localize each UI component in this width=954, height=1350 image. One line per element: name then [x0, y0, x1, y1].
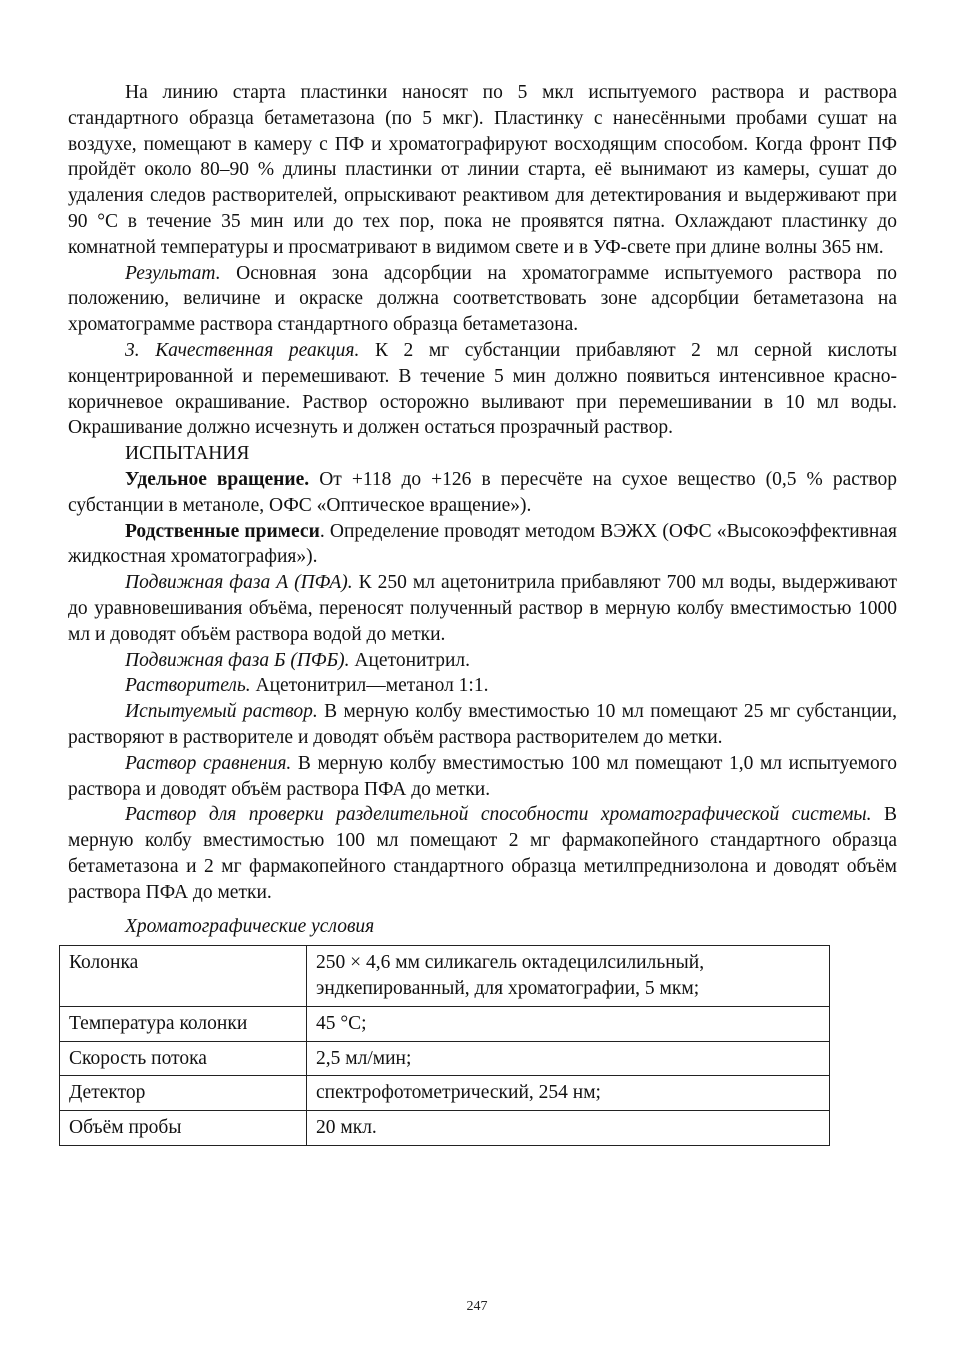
table-row [60, 1111, 830, 1146]
condition-value: 45 °С; [307, 1006, 830, 1041]
solvent-text: Ацетонитрил—метанол 1:1. [250, 675, 489, 697]
test-solution-text: В мерную колбу вместимостью 10 мл помещают 25 мг субстанции, растворяют в растворителе и доводят объём раствора растворителем до метки. [68, 701, 897, 748]
tests-heading: ИСПЫТАНИЯ [125, 443, 250, 465]
paragraph-mobile-phase-b [68, 648, 897, 674]
table-row [60, 1076, 830, 1111]
condition-key: Детектор [60, 1076, 307, 1111]
related-impurities-label: Родственные примеси [125, 520, 320, 542]
mobile-phase-b-text: Ацетонитрил. [349, 649, 470, 671]
paragraph-result [68, 261, 897, 338]
conditions-caption: Хроматографические условия [125, 915, 375, 937]
condition-key: Температура колонки [60, 1006, 307, 1041]
system-suitability-label: Раствор для проверки разделительной способности хроматографической системы. [125, 804, 872, 826]
specific-rotation-text: От +118 до +126 в пересчёте на сухое вещество (0,5 % раствор субстанции в метаноле, ОФС «Оптическое вращение»). [68, 468, 898, 516]
table-row [60, 946, 830, 1007]
table-row [60, 1041, 830, 1076]
condition-key: Скорость потока [60, 1041, 307, 1076]
paragraph-qualitative-reaction [68, 338, 897, 441]
document-page [68, 80, 897, 1146]
qualitative-reaction-text: К 2 мг субстанции прибавляют 2 мл серной кислоты концентрированной и перемешивают. В течение 5 мин должно появиться интенсивное красно-коричневое окрашивание. Раствор осторожно выливают при перемешивании в 10 мл воды. Окрашивание должно исчезнуть и должен остаться прозрачный раствор. [68, 339, 897, 439]
paragraph-system-suitability [68, 802, 897, 905]
system-suitability-text: В мерную колбу вместимостью 100 мл помещают 2 мг фармакопейного стандартного образца бетаметазона и 2 мг фармакопейного стандартного образца метилпреднизолона и доводят объём раствора ПФА до метки. [68, 804, 897, 903]
condition-value: спектрофотометрический, 254 нм; [307, 1076, 830, 1111]
specific-rotation-label: Удельное вращение. [125, 468, 310, 490]
qualitative-reaction-label: 3. Качественная реакция. [125, 339, 360, 361]
paragraph-specific-rotation [68, 467, 897, 519]
reference-solution-label: Раствор сравнения. [125, 752, 292, 774]
reference-solution-text: В мерную колбу вместимостью 100 мл помещают 1,0 мл испытуемого раствора и доводят объём раствора ПФА до метки. [68, 752, 897, 800]
mobile-phase-a-text: К 250 мл ацетонитрила прибавляют 700 мл воды, выдерживают до уравновешивания объёма, переносят полученный раствор в мерную колбу вместимостью 1000 мл и доводят объём раствора водой до метки. [68, 572, 897, 645]
paragraph-solvent [68, 673, 897, 699]
condition-value: 250 × 4,6 мм силикагель октадецилсилильный, эндкепированный, для хроматографии, 5 мкм; [307, 946, 830, 1007]
page-number: 247 [466, 1299, 488, 1314]
paragraph-tlc-procedure: На линию старта пластинки наносят по 5 мкл испытуемого раствора и раствора стандартного образца бетаметазона (по 5 мкг). Пластинку с нанесёнными пробами сушат на воздухе, помещают в камеру с ПФ и хроматографируют восходящим способом. Когда фронт ПФ пройдёт около 80–90 % длины пластинки от линии старта, её вынимают из камеры, сушат до удаления следов растворителей, опрыскивают реактивом для детектирования и выдерживают при 90 °С в течение 35 мин или до тех пор, пока не проявятся пятна. Охлаждают пластинку до комнатной температуры и просматривают в видимом свете и в УФ-свете при длине волны 365 нм. [68, 82, 897, 258]
test-solution-label: Испытуемый раствор. [125, 701, 318, 723]
condition-key: Колонка [60, 946, 307, 1007]
solvent-label: Растворитель. [125, 675, 251, 697]
paragraph-test-solution [68, 699, 897, 751]
condition-value: 2,5 мл/мин; [307, 1041, 830, 1076]
paragraph-mobile-phase-a [68, 570, 897, 647]
result-text: Основная зона адсорбции на хроматограмме испытуемого раствора по положению, величине и окраске должна соответствовать зоне адсорбции бетаметазона на хроматограмме раствора стандартного образца бетаметазона. [68, 262, 897, 336]
condition-value: 20 мкл. [307, 1111, 830, 1146]
paragraph-related-impurities [68, 519, 897, 571]
table-row [60, 1006, 830, 1041]
mobile-phase-a-label: Подвижная фаза А (ПФА). [125, 572, 353, 594]
conditions-table [59, 945, 830, 1146]
paragraph-reference-solution [68, 751, 897, 803]
related-impurities-text: . Определение проводят методом ВЭЖХ (ОФС «Высокоэффективная жидкостная хроматография»). [68, 520, 897, 568]
result-label: Результат. [125, 262, 221, 284]
mobile-phase-b-label: Подвижная фаза Б (ПФБ). [125, 649, 350, 671]
condition-key: Объём пробы [60, 1111, 307, 1146]
